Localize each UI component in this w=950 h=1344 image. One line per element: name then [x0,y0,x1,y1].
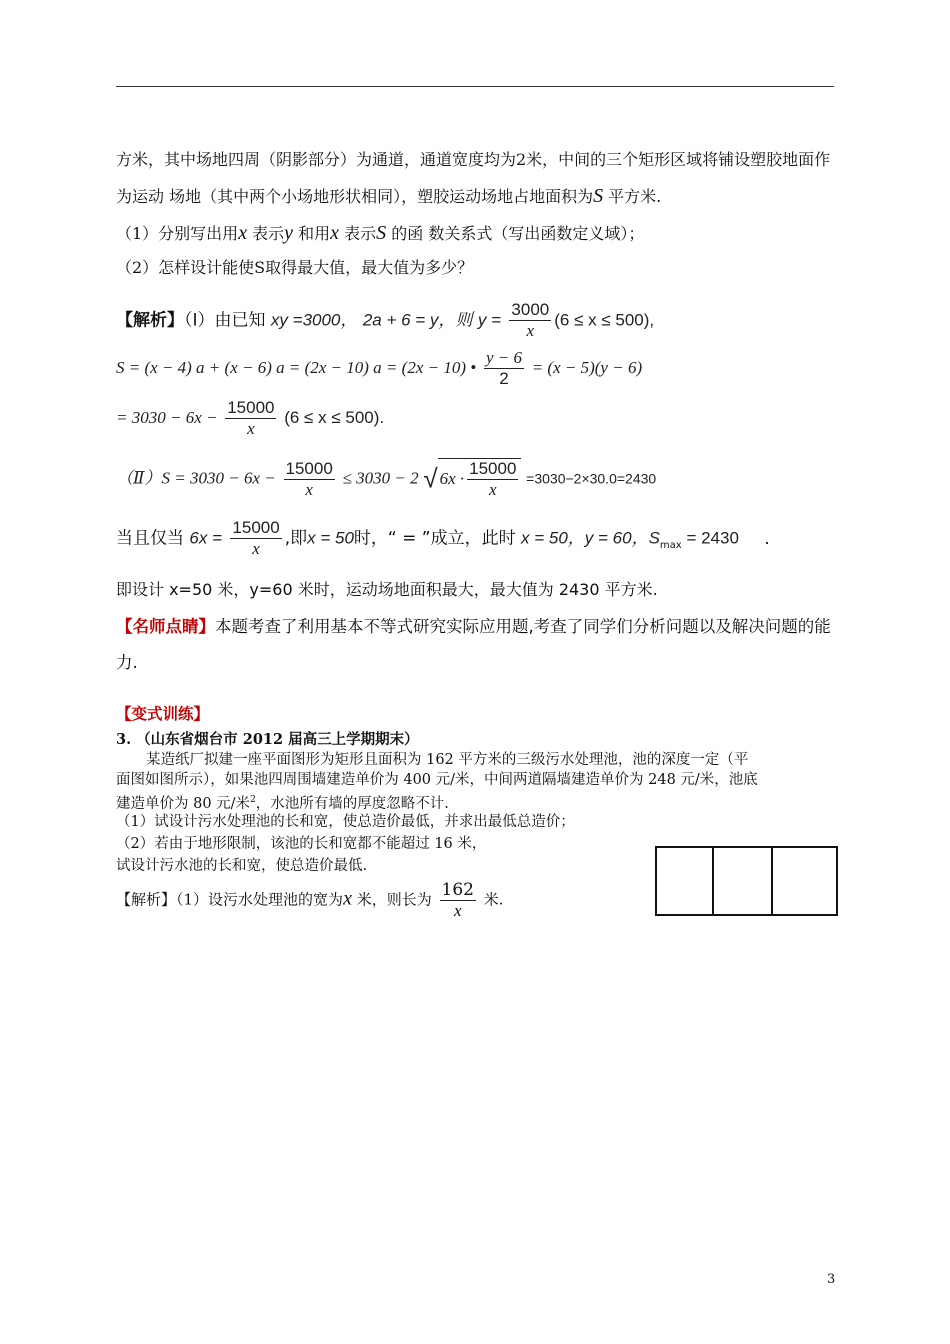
teacher-note-line-1: 【名师点睛】本题考查了利用基本不等式研究实际应用题,考查了同学们分析问题以及解决问题的能 [116,617,831,636]
variant-question-2: （2）若由于地形限制，该池的长和宽都不能超过 16 米， [116,836,487,852]
teacher-note-label: 【名师点睛】 [116,617,215,636]
solution-part1-line: 【解析】（Ⅰ）由已知 xy =3000， 2a + 6 = y，则 y = $\frac{3000}{x}$ (6 ≤ x ≤ 500), [116,300,655,340]
question-2: （2）怎样设计能使S取得最大值，最大值为多少？ [116,258,474,277]
variant-label: 【变式训练】 [116,705,210,723]
question-1: （1）分别写出用x 表示y 和用x 表示S 的函 数关系式（写出函数定义域）； [116,222,645,244]
variant-question-2b: 试设计污水池的长和宽，使总造价最低. [116,858,368,874]
variant-para-2: 面图如图所示），如果池四周围墙建造单价为 400 元/米，中间两道隔墙建造单价为 248 元/米，池底 [116,772,758,788]
solution-conclusion: 即设计 x=50 米，y=60 米时，运动场地面积最大，最大值为 2430 平方米. [116,580,658,599]
intro-line-2: 为运动 场地（其中两个小场地形状相同），塑胶运动场地占地面积为S 平方米. [116,185,662,207]
solution-part2-line: （Ⅱ）S = 3030 − 6x − $\frac{15000}{x}$ ≤ 3030 − 2 √ 6x · $\frac{15000}{x}$ =3030−2×30.0=2430 [116,458,657,499]
pool-divider-2 [771,848,773,914]
variant-para-1: 某造纸厂拟建一座平面图形为矩形且面积为 162 平方米的三级污水处理池，池的深度一定（平 [146,752,749,768]
pool-divider-1 [712,848,714,914]
solution-s-line-2: = 3030 − 6x − $\frac{15000}{x}$ (6 ≤ x ≤ 500). [116,398,385,438]
variant-heading: 3. （山东省烟台市 2012 届高三上学期期末） [116,731,419,748]
solution-s-line-1: S = (x − 4) a + (x − 6) a = (2x − 10) a = (2x − 10) • $\frac{y - 6}{2}$ = (x − 5)(y − 6) [116,348,643,388]
variant-para-3: 建造单价为 80 元/米$^2$，水池所有墙的厚度忽略不计. [116,795,449,812]
solution-equality-line: 当且仅当 6x = $\frac{15000}{x}$ ,即x = 50时，“ = ”成立，此时 x = 50，y = 60，$S_{max} = 2430$ . [116,518,770,558]
teacher-note-line-2: 力. [116,653,138,672]
variant-solution-line: 【解析】（1）设污水处理池的宽为x 米，则长为 $\frac{162}{x}$ 米. [116,880,504,920]
solution-label: 【解析】 [116,310,184,331]
intro-line-1: 方米，其中场地四周（阴影部分）为通道，通道宽度均为2米，中间的三个矩形区域将铺设塑胶地面作 [116,150,831,169]
pool-diagram [655,846,838,916]
variant-question-1: （1）试设计污水处理池的长和宽，使总造价最低，并求出最低总造价； [116,814,575,830]
header-rule [116,86,834,87]
page-number: 3 [827,1272,836,1287]
